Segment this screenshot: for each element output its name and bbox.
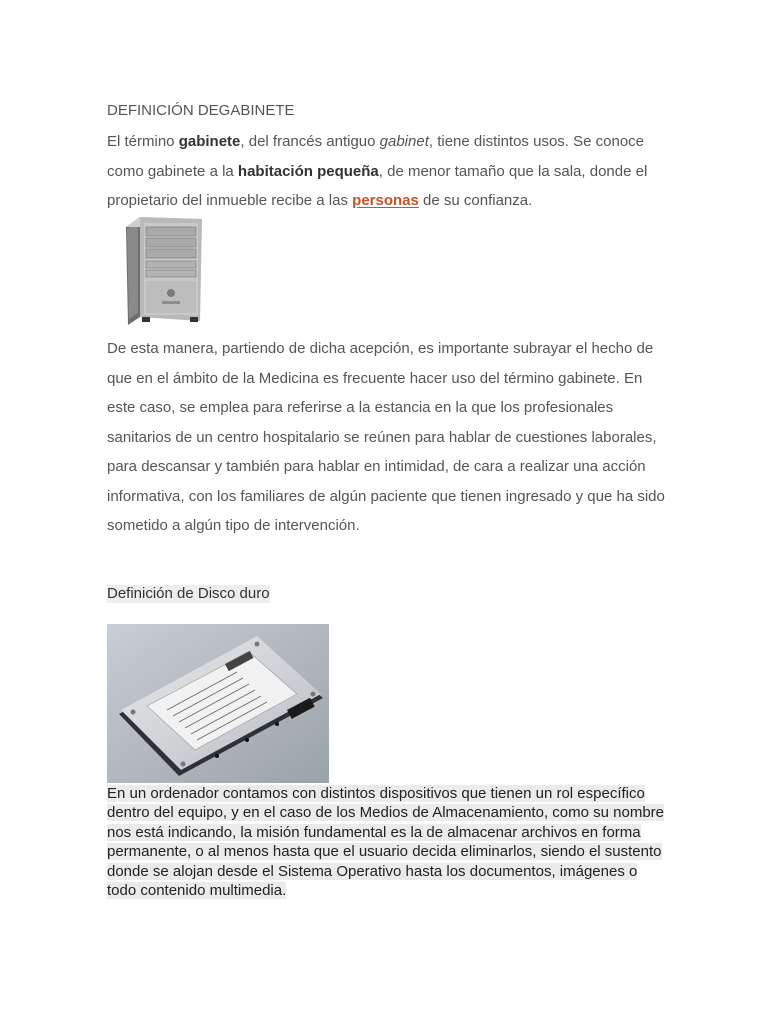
bold-term-gabinete: gabinete bbox=[178, 133, 241, 150]
italic-term-gabinet: gabinet bbox=[379, 133, 429, 150]
paragraph-gabinete-intro bbox=[107, 127, 667, 216]
text-run: de su confianza. bbox=[418, 192, 533, 209]
text-run: , de menor tamaño que la sala, donde el propietario del inmueble recibe a las bbox=[107, 162, 648, 209]
text-run: , tiene distintos usos. Se conoce como gabinete a la bbox=[107, 133, 645, 180]
paragraph-disco-duro bbox=[107, 784, 667, 900]
paragraph-gabinete-medicina: De esta manera, partiendo de dicha acepción, es importante subrayar el hecho de que en el ámbito de la Medicina es frecuente hacer uso del término gabinete. En este caso, se emplea para referirse a la estancia en la que los profesionales sanitarios de un centro hospitalario se reúnen para hablar de cuestiones laborales, para descansar y también para hablar en intimidad, de cara a realizar una acción informativa, con los familiares de algún paciente que tienen ingresado y que ha sido sometido a algún tipo de intervención. bbox=[107, 340, 665, 534]
text-run: El término bbox=[107, 133, 179, 150]
bold-term-habitacion: habitación pequeña bbox=[237, 162, 379, 180]
section-title-disco-duro: Definición de Disco duro bbox=[107, 585, 270, 602]
personas-link[interactable]: personas bbox=[352, 192, 419, 209]
hard-disk-image bbox=[107, 624, 329, 783]
section-title-gabinete: DEFINICIÓN DEGABINETE bbox=[107, 102, 295, 119]
pc-tower-image bbox=[118, 213, 204, 327]
highlighted-text: En un ordenador contamos con distintos dispositivos que tienen un rol específico dentro del equipo, y en el caso de los Medios de Almacenamiento, como su nombre nos está indicando, la misión fundamental es la de almacenar archivos en forma permanente, o al menos hasta que el usuario decida eliminarlos, siendo el sustento donde se alojan desde el Sistema Operativo hasta los documentos, imágenes o todo contenido multimedia. bbox=[107, 785, 664, 900]
text-run: , del francés antiguo bbox=[240, 133, 380, 150]
